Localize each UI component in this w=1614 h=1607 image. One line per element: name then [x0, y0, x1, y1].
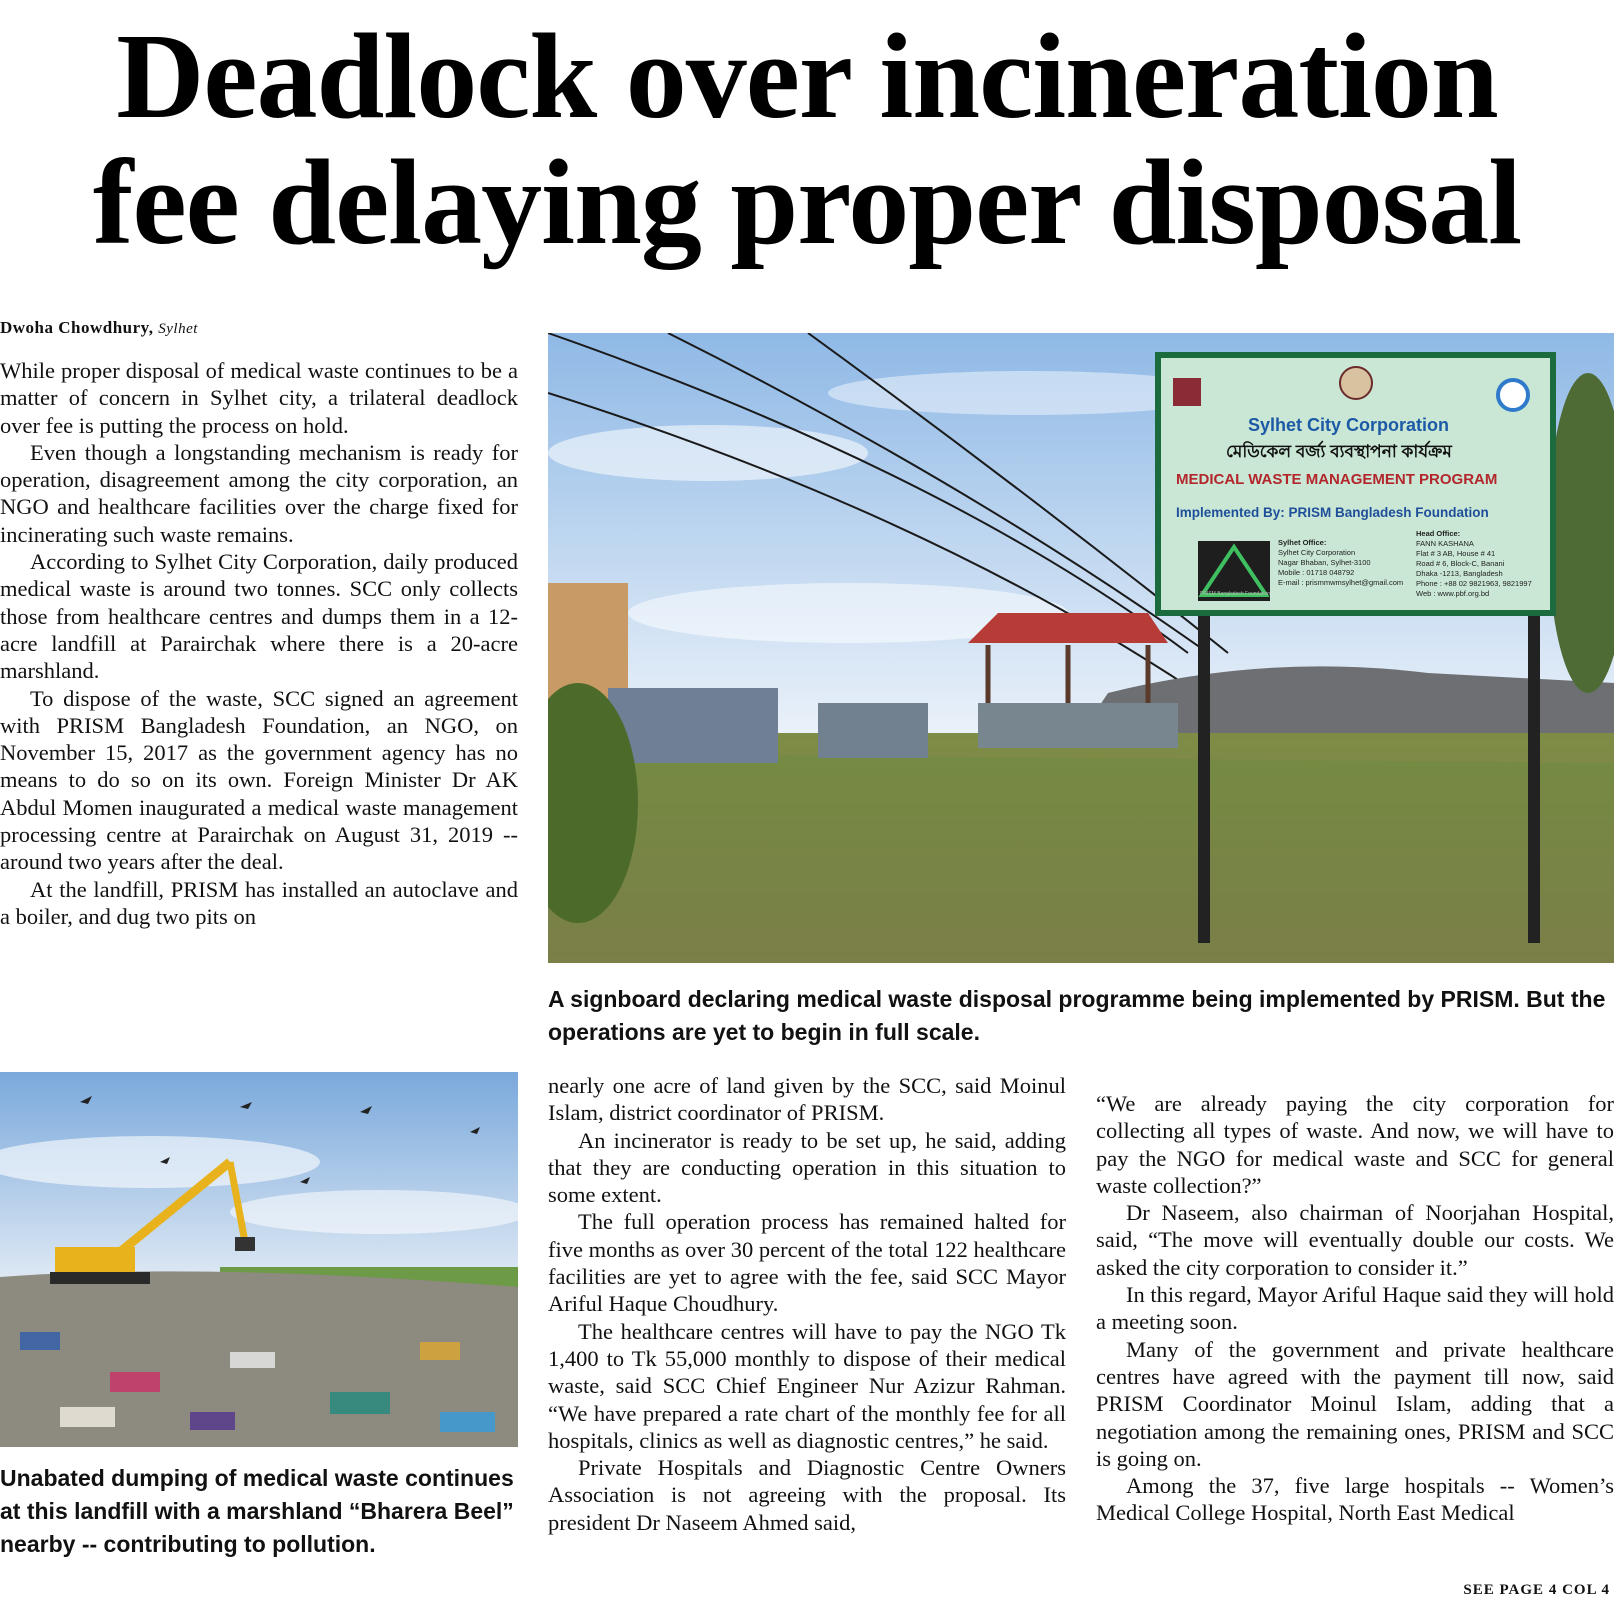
paragraph: Among the 37, five large hospitals -- Women’s Medical College Hospital, North East Medical [1096, 1473, 1614, 1526]
paragraph: Many of the government and private healthcare centres have agreed with the payment till now, said PRISM Coordinator Moinul Islam, adding that a negotiation among the remaining ones, PRISM and SCC is going on. [1096, 1336, 1614, 1471]
signboard-caption: A signboard declaring medical waste disposal programme being implemented by PRISM. But the operations are yet to begin in full scale. [548, 986, 1606, 1045]
signboard-photo [548, 333, 1614, 963]
signboard-head-line: Road # 6, Block-C, Banani [1416, 559, 1505, 568]
byline-author: Dwoha Chowdhury, [0, 318, 154, 337]
paragraph: An incinerator is ready to be set up, he said, adding that they are conducting operation in this situation to some extent. [548, 1127, 1066, 1208]
article-column-3 [1096, 1090, 1614, 1527]
signboard-head-line: Phone : +88 02 9821963, 9821997 [1416, 579, 1532, 588]
signboard-photo-art [548, 333, 1614, 963]
signboard-org: Sylhet City Corporation [1248, 415, 1450, 435]
paragraph: “We are already paying the city corporation for collecting all types of waste. And now, we will have to pay the NGO for medical waste and SCC for general waste collection?” [1096, 1091, 1614, 1198]
signboard-office-title: Sylhet Office: [1278, 538, 1327, 547]
signboard-implemented: Implemented By: PRISM Bangladesh Foundation [1176, 505, 1489, 520]
paragraph: The healthcare centres will have to pay the NGO Tk 1,400 to Tk 55,000 monthly to dispose of their medical waste, said SCC Chief Engineer Nur Azizur Rahman. “We have prepared a rate chart of the monthly fee for all hospitals, clinics as well as diagnostic centres,” he said. [548, 1318, 1066, 1453]
signboard-office-line: Mobile : 01718 048792 [1278, 568, 1355, 577]
headline-line-1: Deadlock over incineration [116, 9, 1498, 144]
paragraph: To dispose of the waste, SCC signed an agreement with PRISM Bangladesh Foundation, an NGO, on November 15, 2017 as the government agency has no means to do so on its own. Foreign Minister Dr AK Abdul Momen inaugurated a medical waste management processing centre at Parairchak on August 31, 2019 -- around two years after the deal. [0, 685, 518, 875]
headline-line-2: fee delaying proper disposal [92, 135, 1522, 270]
paragraph: Dr Naseem, also chairman of Noorjahan Hospital, said, “The move will eventually double our costs. We asked the city corporation to consider it.” [1096, 1200, 1614, 1280]
signboard-head-title: Head Office: [1416, 529, 1461, 538]
signboard-bangla: মেডিকেল বর্জ্য ব্যবস্থাপনা কার্যক্রম [1226, 442, 1452, 461]
paragraph: The full operation process has remained halted for five months as over 30 percent of the total 122 healthcare facilities are yet to agree with the fee, said SCC Mayor Ariful Haque Choudhury. [548, 1209, 1066, 1317]
signboard-office-line: E-mail : prismmwmsylhet@gmail.com [1278, 578, 1404, 587]
article-column-2 [548, 1072, 1066, 1536]
signboard-logo-caption: PRISM Bangladesh Foundation [1200, 591, 1271, 597]
paragraph: Even though a longstanding mechanism is ready for operation, disagreement among the city corporation, an NGO and healthcare facilities over the charge fixed for incinerating such waste remains. [0, 439, 518, 547]
paragraph: While proper disposal of medical waste continues to be a matter of concern in Sylhet city, a trilateral deadlock over fee is putting the process on hold. [0, 358, 518, 438]
signboard-office-line: Nagar Bhaban, Sylhet-3100 [1278, 558, 1371, 567]
continued-reference: SEE PAGE 4 COL 4 [1463, 1582, 1610, 1598]
landfill-photo-art [0, 1072, 518, 1447]
signboard-sylhet-office [1278, 538, 1403, 588]
headline [0, 9, 1614, 270]
landfill-caption: Unabated dumping of medical waste continues at this landfill with a marshland “Bharera Beel” nearby -- contributing to pollution. [0, 1465, 514, 1557]
signboard-head-line: FANN KASHANA [1416, 539, 1474, 548]
paragraph: According to Sylhet City Corporation, daily produced medical waste is around two tonnes. SCC only collects those from healthcare centres and dumps them in a 12-acre landfill at Parairchak where there is a 20-acre marshland. [0, 549, 518, 684]
paragraph: At the landfill, PRISM has installed an autoclave and a boiler, and dug two pits on [0, 876, 518, 929]
paragraph: In this regard, Mayor Ariful Haque said they will hold a meeting soon. [1096, 1282, 1614, 1335]
byline [0, 318, 198, 338]
signboard-head-line: Flat # 3 AB, House # 41 [1416, 549, 1496, 558]
byline-location: Sylhet [158, 321, 198, 337]
paragraph: nearly one acre of land given by the SCC, said Moinul Islam, district coordinator of PRISM. [548, 1073, 1066, 1126]
signboard-head-line: Web : www.pbf.org.bd [1416, 589, 1490, 598]
article-column-1 [0, 357, 518, 930]
signboard-program: MEDICAL WASTE MANAGEMENT PROGRAM [1176, 471, 1498, 488]
paragraph: Private Hospitals and Diagnostic Centre Owners Association is not agreeing with the proposal. Its president Dr Naseem Ahmed said, [548, 1455, 1066, 1535]
signboard-office-line: Sylhet City Corporation [1278, 548, 1356, 557]
signboard-head-line: Dhaka -1213, Bangladesh [1416, 569, 1503, 578]
signboard-head-office [1416, 529, 1532, 599]
landfill-photo [0, 1072, 518, 1447]
